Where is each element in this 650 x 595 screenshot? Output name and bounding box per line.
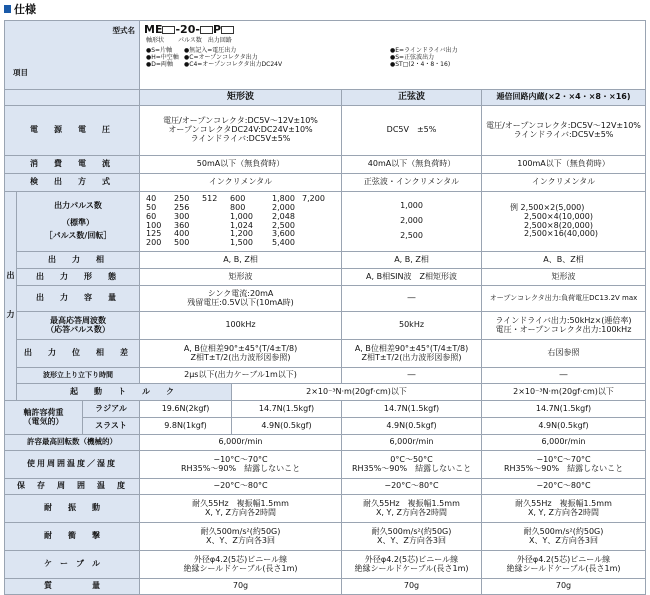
pulses-multi-line: 2,500×16(40,000) xyxy=(524,229,599,239)
capacity-sq-line: シンク電流:20mA xyxy=(207,288,274,298)
freq-sq: 100kHz xyxy=(140,312,342,340)
power-label: 電 源 電 圧 xyxy=(5,106,140,156)
model-sub-labels xyxy=(146,38,232,45)
pulses-multi-line: 2,500×8(20,000) xyxy=(524,220,593,230)
env-sq-line: RH35%～90% 結露しないこと xyxy=(180,463,301,473)
pulse-value xyxy=(302,204,332,213)
pulses-multi-line: 例 2,500×2(5,000) xyxy=(510,202,585,212)
phase-diff-sine-line: A, B位相差90°±45°(T/4±T/8) xyxy=(354,343,469,353)
thrust-label: スラスト xyxy=(83,418,140,435)
capacity-label: 出 力 容 量 xyxy=(17,286,140,312)
output-side-bottom: 力 xyxy=(6,310,15,319)
radial-a: 19.6N(2kgf) xyxy=(140,401,232,418)
cable-sq xyxy=(140,551,342,579)
cable-line: 絶縁シールドケーブル(長さ1m) xyxy=(183,563,298,573)
pulses-sine xyxy=(342,192,482,252)
section-title: 仕様 xyxy=(14,3,36,16)
mass-label: 質 量 xyxy=(5,579,140,595)
cable-multi xyxy=(482,551,646,579)
pulses-sq xyxy=(140,192,342,252)
pulse-value: 250 xyxy=(174,193,190,203)
col-square: 矩形波 xyxy=(140,90,342,106)
power-sine: DC5V ±5% xyxy=(342,106,482,156)
pulse-value: 1,200 xyxy=(230,229,253,239)
mass-multi: 70g xyxy=(482,579,646,595)
shock-multi xyxy=(482,523,646,551)
freq-label xyxy=(17,312,140,340)
freq-multi-line: 電圧・オープンコレクタ出力:100kHz xyxy=(495,324,632,334)
pulses-sine-line: 2,500 xyxy=(400,230,423,240)
power-sq xyxy=(140,106,342,156)
pulses-sine-line: 1,000 xyxy=(400,201,423,211)
vibration-sq xyxy=(140,495,342,523)
legend-item: ●S=正弦波出力 xyxy=(390,54,435,62)
radial-sine: 14.7N(1.5kgf) xyxy=(342,401,482,418)
pulse-value: 40 xyxy=(146,193,157,203)
shock-label: 耐 衝 撃 xyxy=(5,523,140,551)
cable-label: ケ ー ブ ル xyxy=(5,551,140,579)
current-sine: 40mA以下（無負荷時） xyxy=(342,156,482,174)
rpm-sq: 6,000r/min xyxy=(140,435,342,451)
pulse-value xyxy=(302,222,332,231)
pulse-value: 100 xyxy=(146,220,162,230)
env-label: 使用周囲温度／湿度 xyxy=(5,451,140,479)
section-header xyxy=(4,2,36,16)
legend-item: ●C=オープンコレクタ出力 xyxy=(184,54,258,62)
pulse-value: 500 xyxy=(174,238,190,248)
thrust-a: 9.8N(1kgf) xyxy=(140,418,232,435)
pulses-label-line: （標準） xyxy=(62,218,94,228)
pulse-value: 360 xyxy=(174,220,190,230)
model-header-cell xyxy=(5,21,140,90)
env-sine-line: 0°C～50°C xyxy=(390,454,433,464)
legend-item: ●無記入=電圧出力 xyxy=(184,47,237,54)
thrust-sine: 4.9N(0.5kgf) xyxy=(342,418,482,435)
radial-label: ラジアル xyxy=(83,401,140,418)
capacity-sq-line: 残留電圧:0.5V以下(10mA時) xyxy=(187,297,294,307)
model-sub-shaft: 軸形状 xyxy=(146,37,165,44)
current-multi: 100mA以下（無負荷時） xyxy=(482,156,646,174)
cable-sine xyxy=(342,551,482,579)
model-mid: -20- xyxy=(175,23,200,36)
phase-label: 出 力 相 xyxy=(17,252,140,269)
detect-label: 検 出 方 式 xyxy=(5,174,140,192)
pulse-value: 1,024 xyxy=(230,220,253,230)
pulse-value: 1,500 xyxy=(230,238,253,248)
vibration-label: 耐 振 動 xyxy=(5,495,140,523)
detect-sine: 正弦波・インクリメンタル xyxy=(342,174,482,192)
storage-sine: −20°C～80°C xyxy=(342,479,482,495)
pulses-label xyxy=(17,192,140,252)
rpm-label: 許容最高回転数（機械的） xyxy=(5,435,140,451)
capacity-multi: オープンコレクタ出力:負荷電圧DC13.2V max xyxy=(482,286,646,312)
output-side-top: 出 xyxy=(6,271,15,281)
shock-line: X、Y、Z方向各3回 xyxy=(206,535,275,545)
pulse-value xyxy=(302,213,332,222)
phase-diff-sine-line: Z相T±T/2(出力波形図参照) xyxy=(361,352,462,362)
legend-item: ●H=中空軸 xyxy=(146,54,179,62)
output-side-label xyxy=(5,192,17,401)
freq-sine: 50kHz xyxy=(342,312,482,340)
legend-item: ●C4=オープンコレクタ出力DC24V xyxy=(184,61,283,69)
item-label: 項目 xyxy=(13,68,28,77)
pulse-value xyxy=(202,213,230,222)
spec-table xyxy=(4,20,646,595)
phase-diff-sq xyxy=(140,340,342,368)
env-multi xyxy=(482,451,646,479)
phase-diff-sine xyxy=(342,340,482,368)
shaft-box xyxy=(162,26,175,34)
radial-multi: 14.7N(1.5kgf) xyxy=(482,401,646,418)
capacity-sine: ― xyxy=(342,286,482,312)
vibration-line: X, Y, Z方向各2時間 xyxy=(375,507,448,517)
shock-line: 耐久500m/s²(約50G) xyxy=(371,526,452,536)
col-sine: 正弦波 xyxy=(342,90,482,106)
freq-label-line: 最高応答周波数 xyxy=(50,315,106,325)
env-sine xyxy=(342,451,482,479)
pulse-grid xyxy=(146,195,339,249)
pulse-value: 2,048 xyxy=(272,211,295,221)
model-code-cell xyxy=(140,21,646,90)
pulse-box xyxy=(200,26,213,34)
cable-line: 外径φ4.2(5芯)ビニール線 xyxy=(193,554,288,564)
phase-diff-label: 出 力 位 相 差 xyxy=(17,340,140,368)
rise-sine: ― xyxy=(342,368,482,384)
phase-diff-multi: 右図参照 xyxy=(482,340,646,368)
pulses-label-line: ［パルス数/回転］ xyxy=(44,230,112,240)
pulse-value: 1,800 xyxy=(272,193,295,203)
torque-label: 起 動 ト ル ク xyxy=(17,384,232,401)
storage-label: 保 存 周 囲 温 度 xyxy=(5,479,140,495)
detect-sq: インクリメンタル xyxy=(140,174,342,192)
pulse-value xyxy=(202,222,230,231)
storage-sq: −20°C～80°C xyxy=(140,479,342,495)
vibration-line: X, Y, Z方向各2時間 xyxy=(527,507,600,517)
vibration-sine xyxy=(342,495,482,523)
torque-sq: 2×10⁻³N·m(20gf·cm)以下 xyxy=(232,384,482,401)
shock-sine xyxy=(342,523,482,551)
pulse-value: 125 xyxy=(146,229,162,239)
power-sq-line: オープンコレクタDC24V:DC24V±10% xyxy=(168,125,313,135)
pulses-multi-line: 2,500×4(10,000) xyxy=(524,211,593,221)
current-sq: 50mA以下（無負荷時） xyxy=(140,156,342,174)
env-sq-line: −10°C～70°C xyxy=(213,454,268,464)
legend-right xyxy=(390,47,458,68)
vibration-line: 耐久55Hz 複振幅1.5mm xyxy=(192,498,289,508)
pulse-value xyxy=(202,239,230,248)
load-label xyxy=(5,401,83,435)
legend-item: ●E=ラインドライバ出力 xyxy=(390,47,458,54)
pulses-multi xyxy=(482,192,646,252)
vibration-line: X, Y, Z方向各2時間 xyxy=(204,507,277,517)
vibration-line: 耐久55Hz 複振幅1.5mm xyxy=(363,498,460,508)
capacity-sq xyxy=(140,286,342,312)
power-sq-line: ラインドライバ:DC5V±5% xyxy=(190,133,291,143)
legend-mid xyxy=(184,47,282,68)
pulse-value: 2,500 xyxy=(272,220,295,230)
pulses-sine-line: 2,000 xyxy=(400,216,423,226)
shock-sq xyxy=(140,523,342,551)
power-multi-line: ラインドライバ:DC5V±5% xyxy=(513,129,614,139)
freq-multi-line: ラインドライバ出力:50kHz×(逓倍率) xyxy=(495,315,632,325)
pulse-value xyxy=(302,230,332,239)
column-header-blank xyxy=(5,90,140,106)
env-sine-line: RH35%～90% 結露しないこと xyxy=(351,463,472,473)
model-sub-pulse: パルス数 xyxy=(178,37,202,44)
freq-label-line: （応答パルス数） xyxy=(46,324,110,334)
radial-b: 14.7N(1.5kgf) xyxy=(232,401,342,418)
pulse-value xyxy=(202,204,230,213)
rise-label: 波形立上り立下り時間 xyxy=(17,368,140,384)
rpm-multi: 6,000r/min xyxy=(482,435,646,451)
col-multi: 逓倍回路内蔵(×2・×4・×8・×16) xyxy=(482,90,646,106)
phase-diff-sq-line: A, B位相差90°±45°(T/4±T/8) xyxy=(183,343,298,353)
mass-sine: 70g xyxy=(342,579,482,595)
model-prefix: ME xyxy=(144,23,163,36)
pulse-value: 2,000 xyxy=(272,202,295,212)
pulse-value: 3,600 xyxy=(272,229,295,239)
rise-multi: ― xyxy=(482,368,646,384)
env-multi-line: −10°C～70°C xyxy=(536,454,591,464)
torque-sine: 2×10⁻³N·m(20gf·cm)以下 xyxy=(482,384,646,401)
waveform-label: 出 力 形 態 xyxy=(17,269,140,286)
cable-line: 絶縁シールドケーブル(長さ1m) xyxy=(354,563,469,573)
cable-line: 外径φ4.2(5芯)ビニール線 xyxy=(364,554,459,564)
model-sub-output: 出力回路 xyxy=(207,37,232,44)
rise-sq: 2μs以下(出力ケーブル1m以下) xyxy=(140,368,342,384)
legend-item: ●ST□(2・4・8・16) xyxy=(390,61,451,69)
shock-line: X、Y、Z方向各3回 xyxy=(377,535,446,545)
load-label-line: 軸許容荷重 xyxy=(23,407,64,417)
pulse-value: 300 xyxy=(174,211,190,221)
pulse-value: 200 xyxy=(146,238,162,248)
model-p: P xyxy=(212,23,221,36)
pulse-value: 800 xyxy=(230,202,246,212)
legend-item: ●S=片軸 xyxy=(146,47,173,54)
pulse-value: 1,000 xyxy=(230,211,253,221)
power-sq-line: 電圧/オープンコレクタ:DC5V～12V±10% xyxy=(163,116,318,126)
power-multi xyxy=(482,106,646,156)
detect-multi: インクリメンタル xyxy=(482,174,646,192)
phase-diff-sq-line: Z相T±T/2(出力波形図参照) xyxy=(190,352,291,362)
phase-multi: A、B、Z相 xyxy=(482,252,646,269)
model-code xyxy=(144,24,234,36)
phase-sq: A, B, Z相 xyxy=(140,252,342,269)
header-square-icon xyxy=(4,5,11,13)
phase-sine: A, B, Z相 xyxy=(342,252,482,269)
output-box xyxy=(221,26,234,34)
pulse-value: 5,400 xyxy=(272,238,295,248)
vibration-multi xyxy=(482,495,646,523)
shock-line: X、Y、Z方向各3回 xyxy=(529,535,598,545)
load-label-line: （電気的） xyxy=(23,416,64,426)
shock-line: 耐久500m/s²(約50G) xyxy=(200,526,281,536)
thrust-multi: 4.9N(0.5kgf) xyxy=(482,418,646,435)
waveform-multi: 矩形波 xyxy=(482,269,646,286)
cable-line: 絶縁シールドケーブル(長さ1m) xyxy=(506,563,621,573)
pulses-label-line: 出力パルス数 xyxy=(54,201,102,211)
rpm-sine: 6,000r/min xyxy=(342,435,482,451)
pulse-value: 600 xyxy=(230,193,246,203)
pulse-value: 7,200 xyxy=(302,193,325,203)
shock-line: 耐久500m/s²(約50G) xyxy=(523,526,604,536)
storage-multi: −20°C～80°C xyxy=(482,479,646,495)
legend-item: ●D=両軸 xyxy=(146,61,173,69)
env-sq xyxy=(140,451,342,479)
cable-line: 外径φ4.2(5芯)ビニール線 xyxy=(516,554,611,564)
waveform-sq: 矩形波 xyxy=(140,269,342,286)
pulse-value: 50 xyxy=(146,202,157,212)
pulse-value: 60 xyxy=(146,211,157,221)
pulse-value: 512 xyxy=(202,193,218,203)
waveform-sine: A, B相SIN波 Z相矩形波 xyxy=(342,269,482,286)
thrust-b: 4.9N(0.5kgf) xyxy=(232,418,342,435)
current-label: 消 費 電 流 xyxy=(5,156,140,174)
pulse-value xyxy=(202,230,230,239)
pulse-value xyxy=(302,239,332,248)
vibration-line: 耐久55Hz 複振幅1.5mm xyxy=(515,498,612,508)
power-multi-line: 電圧/オープンコレクタ:DC5V～12V±10% xyxy=(486,120,641,130)
legend-left xyxy=(146,47,179,68)
mass-sq: 70g xyxy=(140,579,342,595)
model-label: 型式名 xyxy=(112,26,136,35)
pulse-value: 256 xyxy=(174,202,190,212)
pulse-value: 400 xyxy=(174,229,190,239)
env-multi-line: RH35%～90% 結露しないこと xyxy=(503,463,624,473)
freq-multi xyxy=(482,312,646,340)
